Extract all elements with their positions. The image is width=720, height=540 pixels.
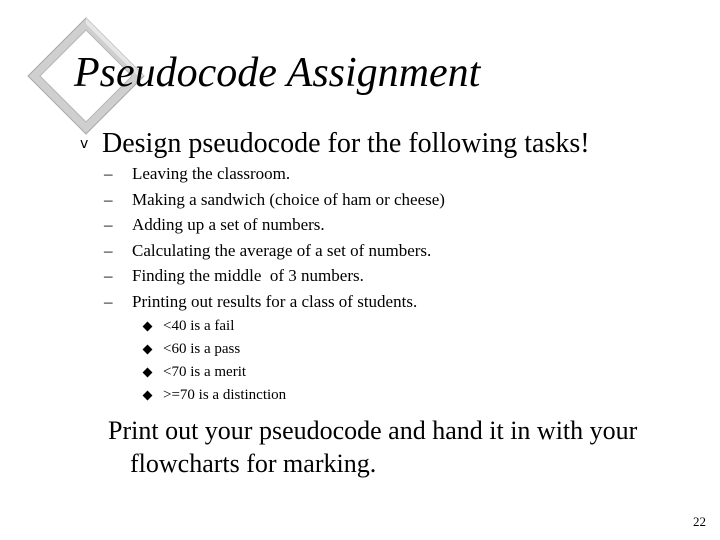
dash-marker: – [104, 215, 113, 235]
task-text: Leaving the classroom. [132, 164, 291, 183]
task-text: Adding up a set of numbers. [132, 215, 325, 235]
v-bullet-icon: v [80, 136, 89, 152]
grade-text: <60 is a pass [163, 341, 241, 357]
grade-text: <40 is a fail [163, 318, 235, 334]
diamond-bullet-icon [143, 345, 153, 355]
grade-item [142, 338, 286, 361]
task-item [104, 187, 445, 213]
diamond-bullet-icon [143, 368, 153, 378]
grade-item [142, 361, 286, 384]
grade-item [142, 315, 286, 338]
slide-title: Pseudocode Assignment [74, 50, 481, 96]
grade-item [142, 384, 286, 407]
task-text: Finding the middle of 3 numbers. [132, 266, 364, 286]
task-text: Calculating the average of a set of numbers. [132, 240, 432, 260]
closing-instruction: Print out your pseudocode and hand it in with your flowcharts for marking. [108, 416, 638, 478]
grade-list [142, 315, 286, 407]
task-item [104, 212, 445, 238]
grade-text: <70 is a merit [163, 364, 247, 380]
diamond-bullet-icon [143, 322, 153, 332]
task-list [104, 161, 445, 315]
task-item [104, 263, 445, 289]
task-text: Printing out results for a class of students. [132, 291, 418, 311]
task-item [104, 161, 445, 187]
main-bullet [80, 122, 590, 166]
task-text: Making a sandwich (choice of ham or cheese) [132, 189, 445, 209]
dash-marker: – [104, 189, 113, 209]
dash-marker: – [104, 240, 113, 260]
grade-text: >=70 is a distinction [163, 387, 287, 403]
task-item [104, 289, 445, 315]
slide-number: 22 [693, 514, 706, 529]
dash-marker: – [104, 164, 113, 183]
dash-marker: – [104, 291, 113, 311]
dash-marker: – [104, 266, 113, 286]
main-bullet-text: Design pseudocode for the following tasks! [102, 128, 590, 159]
task-item [104, 238, 445, 264]
diamond-bullet-icon [143, 391, 153, 401]
